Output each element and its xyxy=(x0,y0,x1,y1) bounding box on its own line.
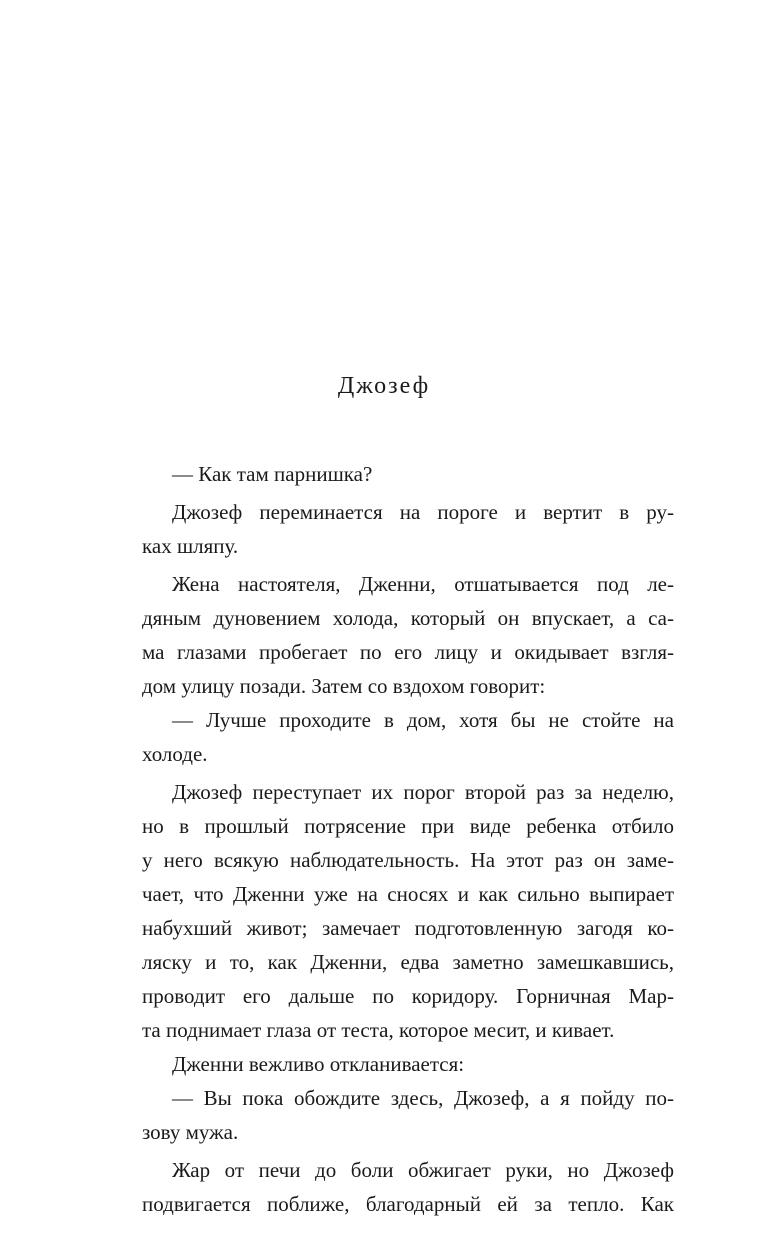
text-line: чает, что Дженни уже на сносях и как сильно выпирает xyxy=(142,882,674,906)
text-line: набухший живот; замечает подготовленную загодя ко- xyxy=(142,916,674,940)
text-line: Джозеф переминается на пороге и вертит в ру- xyxy=(172,500,674,524)
text-line: Жар от печи до боли обжигает руки, но Джозеф xyxy=(172,1158,674,1182)
text-line: та поднимает глаза от теста, которое месит, и кивает. xyxy=(142,1018,615,1042)
text-line: проводит его дальше по коридору. Горничная Мар- xyxy=(142,984,674,1008)
text-line: дяным дуновением холода, который он впускает, а са- xyxy=(142,606,674,630)
text-line: у него всякую наблюдательность. На этот раз он заме- xyxy=(142,848,674,872)
text-line: Джозеф переступает их порог второй раз за неделю, xyxy=(172,780,674,804)
text-line: — Лучше проходите в дом, хотя бы не стойте на xyxy=(172,708,674,732)
text-line: подвигается поближе, благодарный ей за тепло. Как xyxy=(142,1192,674,1216)
text-line: дом улицу позади. Затем со вздохом говорит: xyxy=(142,674,546,698)
text-line: ках шляпу. xyxy=(142,534,239,558)
text-line: — Вы пока обождите здесь, Джозеф, а я пойду по- xyxy=(172,1086,674,1110)
chapter-title: Джозеф xyxy=(337,373,431,399)
text-line: ма глазами пробегает по его лицу и окидывает взгля- xyxy=(142,640,674,664)
text-line: Дженни вежливо откланивается: xyxy=(172,1052,465,1076)
body-text xyxy=(142,457,674,1221)
text-line: зову мужа. xyxy=(142,1120,239,1144)
text-line: ляску и то, как Дженни, едва заметно замешкавшись, xyxy=(142,950,674,974)
text-line: — Как там парнишка? xyxy=(172,462,373,486)
text-line: Жена настоятеля, Дженни, отшатывается под ле- xyxy=(172,572,674,596)
text-line: но в прошлый потрясение при виде ребенка отбило xyxy=(142,814,674,838)
text-line: холоде. xyxy=(142,742,208,766)
